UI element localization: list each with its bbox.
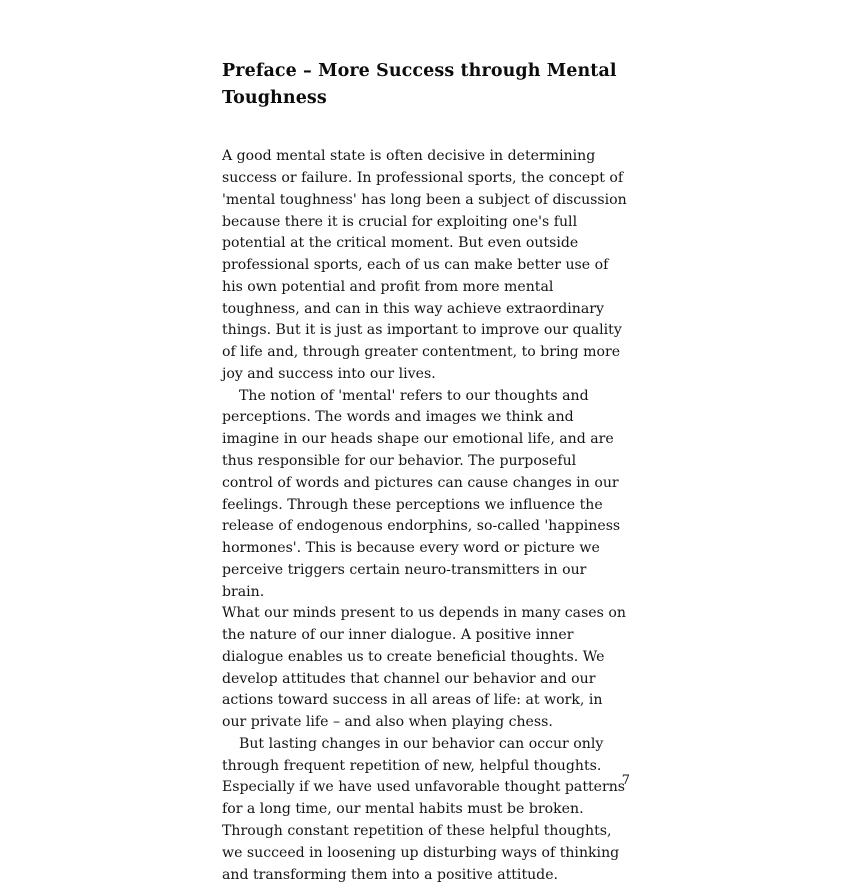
paragraph-1: A good mental state is often decisive in determining success or failure. In professional sports, the concept of 'mental toughness' has long been a subject of discussion because there it is crucial for exploiting one's full potential at the critical moment. But even outside professional sports, each of us can make better use of his own potential and profit from more mental toughness, and can in this way achieve extraordinary things. But it is just as important to improve our quality of life and, through greater contentment, to bring more joy and success into our lives.: [222, 148, 627, 382]
page-title: Preface – More Success through Mental Toughness: [222, 61, 617, 109]
paragraph-2: The notion of 'mental' refers to our thoughts and perceptions. The words and images we think and imagine in our heads shape our emotional life, and are thus responsible for our behavior. The purposeful control of words and pictures can cause changes in our feelings. Through these perceptions we influence the release of endogenous endorphins, so-called 'happiness hormones'. This is because every word or picture we perceive triggers certain neuro-transmitters in our brain.: [222, 387, 621, 600]
page-number: 7: [621, 773, 630, 788]
paragraph-3: What our minds present to us depends in many cases on the nature of our inner dialogue. A positive inner dialogue enables us to create beneficial thoughts. We develop attitudes that channel our behavior and our actions toward success in all areas of life: at work, in our private life – and also when playing chess.: [222, 605, 626, 731]
paragraph-4: But lasting changes in our behavior can occur only through frequent repetition of new, helpful thoughts. Especially if we have used unfavorable thought patterns for a long time, our mental habits must be broken. Through constant repetition of these helpful thoughts, we succeed in loosening up disturbing ways of thinking and transforming them into a positive attitude.: [222, 735, 626, 883]
text-column: [222, 58, 630, 886]
